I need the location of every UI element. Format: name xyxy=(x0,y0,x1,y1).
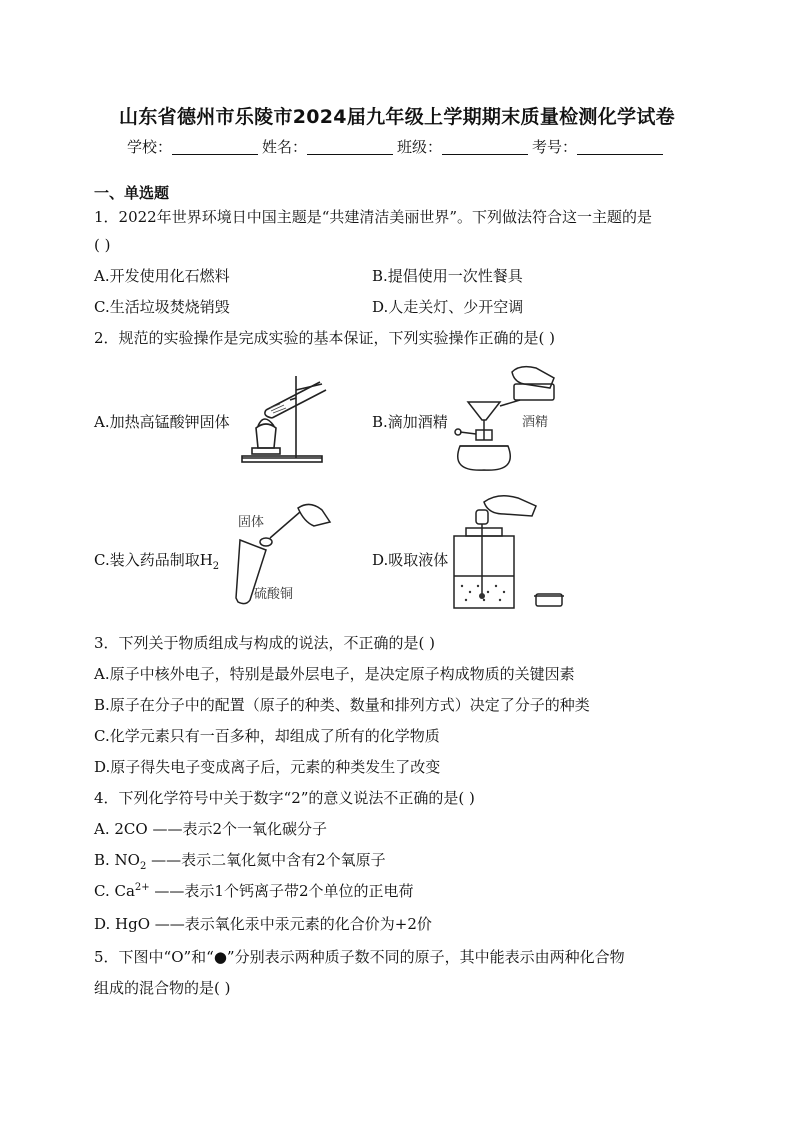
figure-dropping-alcohol xyxy=(440,362,566,474)
q4-option-c-text: ——表示1个钙离子带2个单位的正电荷 xyxy=(149,882,414,900)
q4-option-c-formula: C. Ca xyxy=(94,882,135,900)
q4-option-b xyxy=(94,849,386,872)
figure-loading-reagent xyxy=(230,500,340,610)
q4-option-c-superscript: 2+ xyxy=(134,882,150,893)
student-info-row xyxy=(0,136,794,157)
q4-option-a: A. 2CO ——表示2个一氧化碳分子 xyxy=(94,820,327,838)
q4-option-b-subscript: 2 xyxy=(139,861,147,872)
q2-stem: 2．规范的实验操作是完成实验的基本保证，下列实验操作正确的是( ) xyxy=(94,329,556,347)
q3-option-a: A.原子中核外电子，特别是最外层电子，是决定原子构成物质的关键因素 xyxy=(94,665,575,683)
q1-option-c: C.生活垃圾焚烧销毁 xyxy=(94,298,230,316)
q4-stem: 4．下列化学符号中关于数字“2”的意义说法不正确的是( ) xyxy=(94,789,475,807)
q4-option-b-formula: B. NO xyxy=(94,851,140,869)
school-blank[interactable] xyxy=(172,139,258,155)
q2-option-a: A.加热高锰酸钾固体 xyxy=(94,413,230,431)
q2-option-c xyxy=(94,549,219,572)
q2-option-c-text: C.装入药品制取H xyxy=(94,551,213,569)
q4-option-d: D. HgO ——表示氧化汞中汞元素的化合价为+2价 xyxy=(94,915,432,933)
figure-b-label: 酒精 xyxy=(522,415,549,430)
q1-option-b: B.提倡使用一次性餐具 xyxy=(372,267,523,285)
figure-c-label-solid: 固体 xyxy=(238,515,265,530)
q4-option-c xyxy=(94,880,414,901)
q2-option-d: D.吸取液体 xyxy=(372,551,449,569)
q3-stem: 3．下列关于物质组成与构成的说法，不正确的是( ) xyxy=(94,634,436,652)
exam-no-label: 考号： xyxy=(532,138,578,156)
page-title: 山东省德州市乐陵市2024届九年级上学期期末质量检测化学试卷 xyxy=(119,106,675,128)
q3-option-c: C.化学元素只有一百多种，却组成了所有的化学物质 xyxy=(94,727,440,745)
exam-no-blank[interactable] xyxy=(577,139,663,155)
figure-drawing-liquid xyxy=(448,492,582,612)
figure-c-label-copper-sulfate: 硫酸铜 xyxy=(254,587,294,602)
class-label: 班级： xyxy=(397,138,443,156)
q1-stem: 1．2022年世界环境日中国主题是“共建清洁美丽世界”。下列做法符合这一主题的是 xyxy=(94,208,653,226)
q5-stem-line2: 组成的混合物的是( ) xyxy=(94,979,231,997)
q2-option-c-subscript: 2 xyxy=(212,561,220,572)
q1-option-a: A.开发使用化石燃料 xyxy=(94,267,230,285)
q5-stem-line1: 5．下图中“O”和“●”分别表示两种质子数不同的原子，其中能表示由两种化合物 xyxy=(94,948,625,966)
name-label: 姓名： xyxy=(261,138,307,156)
q1-option-d: D.人走关灯、少开空调 xyxy=(372,298,524,316)
q3-option-b: B.原子在分子中的配置（原子的种类、数量和排列方式）决定了分子的种类 xyxy=(94,696,590,714)
section-heading: 一、单选题 xyxy=(94,184,170,202)
figure-heating-apparatus xyxy=(240,368,340,466)
q4-option-b-text: ——表示二氧化氮中含有2个氧原子 xyxy=(146,851,386,869)
q2-option-b: B.滴加酒精 xyxy=(372,413,448,431)
class-blank[interactable] xyxy=(442,139,528,155)
q1-paren: ( ) xyxy=(94,236,111,254)
q3-option-d: D.原子得失电子变成离子后，元素的种类发生了改变 xyxy=(94,758,441,776)
school-label: 学校： xyxy=(126,138,172,156)
name-blank[interactable] xyxy=(307,139,393,155)
